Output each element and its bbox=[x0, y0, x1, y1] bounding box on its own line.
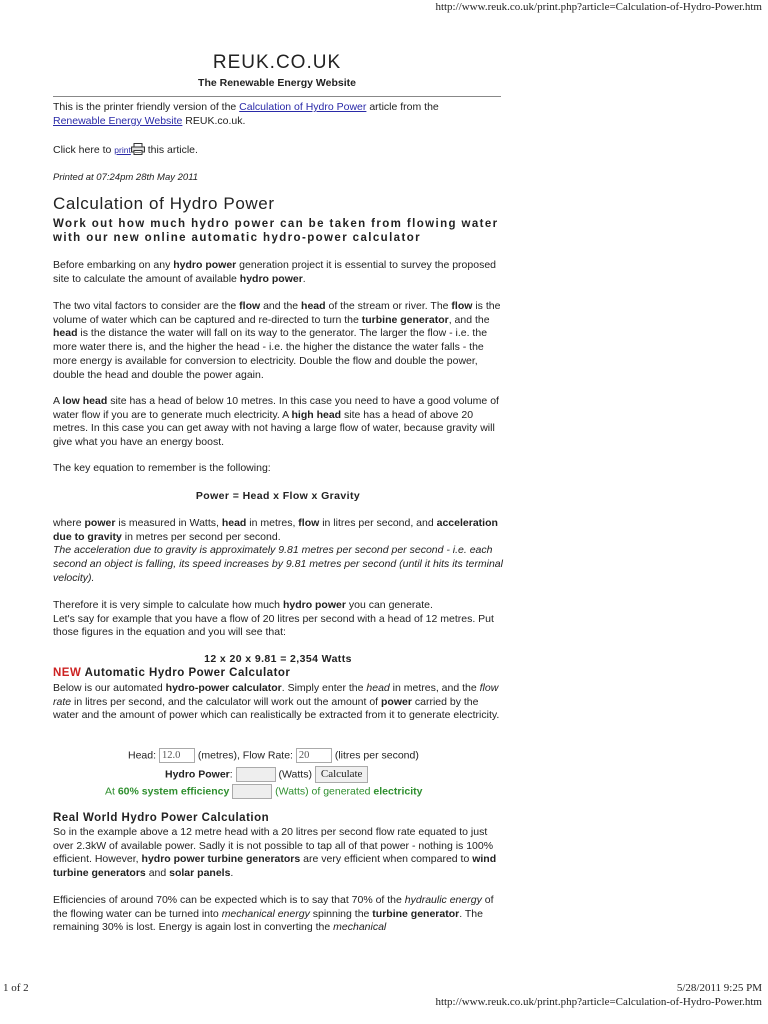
watts-unit: (Watts) bbox=[278, 768, 312, 781]
text-bold: acceleration due to gravity bbox=[53, 517, 498, 543]
divider bbox=[53, 96, 501, 97]
text-bold: head bbox=[53, 327, 78, 340]
text-bold: flow bbox=[239, 300, 261, 312]
text-italic: hydraulic energy bbox=[404, 894, 482, 906]
text: where bbox=[53, 517, 85, 529]
paragraph-4: The key equation to remember is the following: bbox=[53, 462, 271, 474]
head-input[interactable]: 12.0 bbox=[159, 748, 195, 763]
text: So in the example above a 12 metre head with a 20 litres per second flow rate equated to just over 2.3kW of available power. Sadly it is not possible to tap all of that power - nothing is 100% efficient. However, bbox=[53, 826, 494, 866]
footer-url: http://www.reuk.co.uk/print.php?article=Calculation-of-Hydro-Power.htm bbox=[435, 996, 762, 1008]
efficiency-label: 60% system efficiency bbox=[117, 785, 230, 798]
text: carried by the water and the amount of power which can realistically be extracted from it to generate electricity. bbox=[53, 695, 500, 722]
print-text: this article. bbox=[144, 144, 198, 156]
text: in metres, and the bbox=[389, 682, 480, 694]
text-bold: solar panels bbox=[169, 867, 231, 880]
text: Before embarking on any bbox=[53, 259, 174, 271]
hydro-power-output bbox=[236, 767, 276, 782]
text-bold: hydro power bbox=[282, 599, 346, 611]
calculator-heading-text: Automatic Hydro Power Calculator bbox=[81, 667, 291, 679]
text-bold: flow bbox=[451, 300, 473, 312]
footer-page-number: 1 of 2 bbox=[3, 982, 29, 994]
text: Efficiencies of around 70% can be expected which is to say that 70% of the bbox=[53, 894, 405, 906]
text: of the stream or river. The bbox=[325, 300, 452, 312]
text: you can generate. bbox=[345, 599, 433, 611]
text: is measured in Watts, bbox=[115, 517, 222, 529]
electricity-output bbox=[232, 784, 272, 799]
text: site has a head of below 10 metres. In this case you need to have a good volume of water flow if you are to generate much electricity. A bbox=[53, 395, 499, 421]
intro-text: article from the bbox=[366, 101, 439, 113]
calculator-row-inputs bbox=[128, 748, 419, 763]
site-link[interactable]: Renewable Energy Website bbox=[53, 114, 183, 127]
text: Below is our automated bbox=[53, 682, 166, 694]
print-text: Click here to bbox=[53, 144, 115, 156]
equation: Power = Head x Flow x Gravity bbox=[195, 490, 361, 502]
efficiency-prefix: At bbox=[105, 785, 118, 798]
text-italic: mechanical bbox=[333, 921, 387, 934]
text-bold: power bbox=[381, 695, 412, 708]
text-bold: hydro power bbox=[173, 259, 237, 271]
text: A bbox=[53, 395, 63, 407]
text-bold: turbine generator bbox=[361, 313, 449, 326]
text: in litres per second, and the calculator will work out the amount of bbox=[71, 695, 382, 708]
text: The two vital factors to consider are the bbox=[53, 300, 240, 312]
hydro-power-label: Hydro Power bbox=[165, 768, 230, 781]
text-italic: mechanical energy bbox=[221, 907, 310, 920]
intro-paragraph bbox=[53, 101, 503, 128]
print-link[interactable]: print bbox=[114, 145, 131, 155]
paragraph-8 bbox=[53, 826, 503, 881]
text-bold: high head bbox=[291, 408, 342, 421]
paragraph-3 bbox=[53, 395, 503, 450]
calculator-row-power bbox=[165, 766, 368, 783]
text: spinning the bbox=[309, 907, 373, 920]
text: . Simply enter the bbox=[281, 682, 367, 694]
text: site has a head of above 20 metres. In this case you can get away with not having a large flow of water, because gravity will give what you have an energy boost. bbox=[53, 408, 495, 449]
real-world-heading: Real World Hydro Power Calculation bbox=[53, 812, 270, 824]
text: in metres per second per second. bbox=[121, 530, 281, 543]
paragraph-6 bbox=[53, 599, 503, 640]
intro-text: This is the printer friendly version of the bbox=[53, 101, 240, 113]
colon: : bbox=[229, 768, 233, 781]
site-title: REUK.CO.UK bbox=[212, 52, 342, 73]
site-subtitle: The Renewable Energy Website bbox=[198, 77, 356, 89]
text-italic: The acceleration due to gravity is approximately 9.81 metres per second per second - i.e. each second an object is falling, its speed increases by 9.81 metres per second (until it hits its terminal velocity). bbox=[53, 544, 503, 584]
calculator-row-efficiency bbox=[105, 784, 422, 799]
text-bold: wind turbine generators bbox=[53, 853, 497, 880]
text-bold: turbine generator bbox=[372, 907, 460, 920]
text-bold: head bbox=[301, 300, 326, 312]
calculator-heading bbox=[53, 667, 290, 679]
header-url: http://www.reuk.co.uk/print.php?article=Calculation-of-Hydro-Power.htm bbox=[435, 1, 762, 13]
text: are very efficient when compared to bbox=[300, 853, 473, 866]
text: Let's say for example that you have a flow of 20 litres per second with a head of 12 metres. Put those figures in the equation and you will see that: bbox=[53, 612, 494, 639]
article-subtitle: Work out how much hydro power can be taken from flowing water with our new online automatic hydro-power calculator bbox=[53, 218, 499, 244]
text: in metres, bbox=[246, 517, 299, 529]
paragraph-7 bbox=[53, 682, 503, 723]
text: and bbox=[145, 867, 170, 880]
electricity-unit: (Watts) of generated bbox=[275, 785, 374, 798]
text-italic: flow rate bbox=[53, 682, 499, 708]
paragraph-9 bbox=[53, 894, 503, 935]
text-italic: head bbox=[366, 682, 390, 694]
head-label: Head: bbox=[128, 749, 157, 762]
text-bold: hydro-power calculator bbox=[165, 682, 282, 694]
text: . bbox=[302, 272, 306, 285]
text-bold: hydro power bbox=[239, 272, 303, 285]
text: and the bbox=[260, 300, 302, 312]
footer-datetime: 5/28/2011 9:25 PM bbox=[676, 982, 762, 994]
paragraph-2 bbox=[53, 300, 503, 382]
text: is the volume of water which can be captured and re-directed to turn the bbox=[53, 300, 501, 326]
text: . bbox=[230, 867, 234, 880]
print-line bbox=[53, 143, 503, 158]
head-unit: (metres), Flow Rate: bbox=[197, 749, 293, 762]
text-bold: low head bbox=[62, 395, 108, 407]
flow-rate-input[interactable]: 20 bbox=[296, 748, 332, 763]
text: generation project it is essential to survey the proposed site to calculate the amount of available bbox=[53, 259, 496, 285]
text-bold: hydro power turbine generators bbox=[141, 853, 301, 866]
text: in litres per second, and bbox=[319, 517, 437, 529]
text-bold: flow bbox=[298, 517, 320, 529]
paragraph-1 bbox=[53, 259, 503, 286]
text: . The remaining 30% is lost. Energy is again lost in converting the bbox=[53, 907, 483, 934]
text: , and the bbox=[448, 313, 490, 326]
article-title: Calculation of Hydro Power bbox=[53, 194, 275, 213]
example-equation: 12 x 20 x 9.81 = 2,354 Watts bbox=[204, 653, 352, 665]
printer-icon[interactable] bbox=[131, 143, 145, 155]
printed-at: Printed at 07:24pm 28th May 2011 bbox=[53, 172, 199, 183]
flow-unit: (litres per second) bbox=[334, 749, 419, 762]
text: Therefore it is very simple to calculate how much bbox=[53, 599, 283, 611]
text: of the flowing water can be turned into bbox=[53, 894, 494, 920]
new-badge: NEW bbox=[53, 667, 82, 679]
text: is the distance the water will fall on its way to the generator. The larger the flow - i.e. the more water there is, and the higher the head - i.e. the higher the distance the water falls - the more energy is available for conversion to electricity. Double the flow and double the power, double the head and double the power again. bbox=[53, 327, 488, 381]
electricity-unit-bold: electricity bbox=[373, 785, 423, 798]
text-bold: power bbox=[84, 517, 116, 529]
calculate-button[interactable]: Calculate bbox=[315, 766, 369, 783]
article-link[interactable]: Calculation of Hydro Power bbox=[239, 101, 367, 113]
text-bold: head bbox=[221, 517, 247, 529]
paragraph-5 bbox=[53, 517, 503, 586]
intro-text: REUK.co.uk. bbox=[182, 114, 246, 127]
